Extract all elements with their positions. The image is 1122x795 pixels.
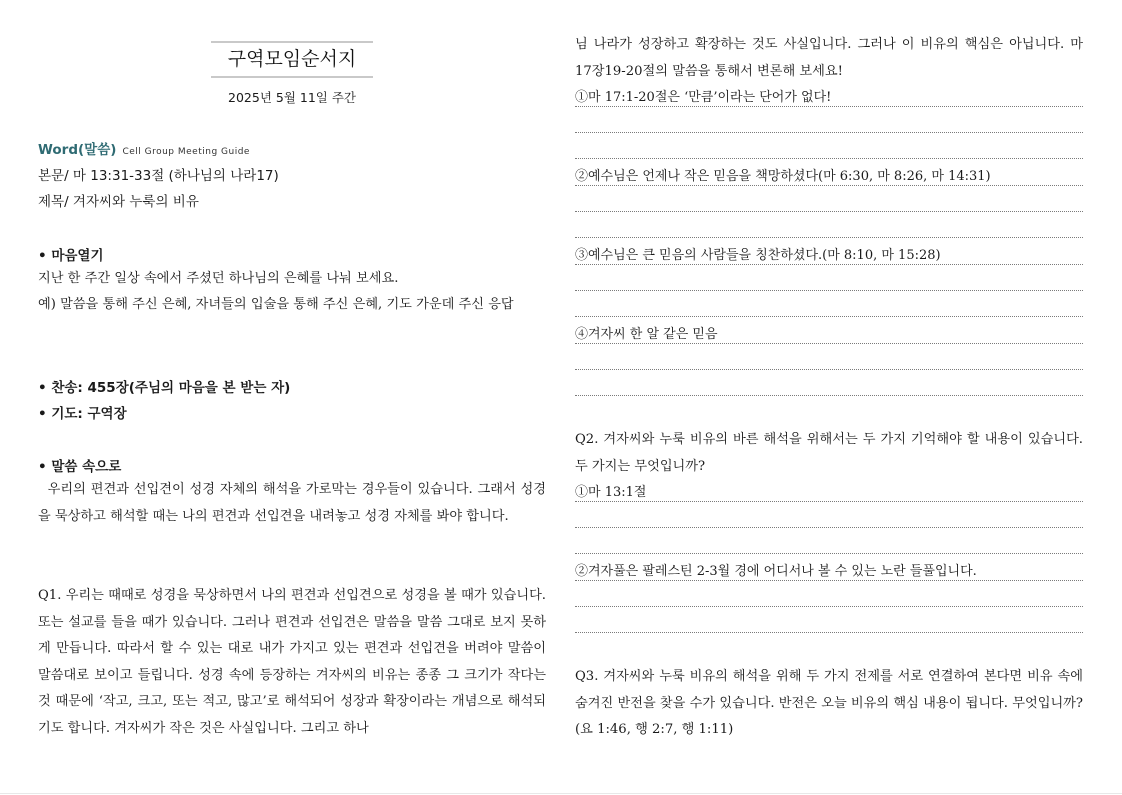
word-label: Word(말씀) [38, 142, 117, 158]
word-sublabel: Cell Group Meeting Guide [122, 147, 250, 157]
q3-text: Q3. 겨자씨와 누룩 비유의 해석을 위해 두 가지 전제를 서로 연결하여 본다면 비유 속에 숨겨진 반전을 찾을 수가 있습니다. 반전은 오늘 비유의 핵심 내용이 됩니다. 무엇입니까?(요 1:46, 행 2:7, 행 1:11) [575, 669, 1083, 737]
q1-answer-3: ③예수님은 큰 믿음의 사람들을 칭찬하셨다.(마 8:10, 마 15:28) [575, 248, 941, 263]
q2-answer-line-1 [575, 476, 1083, 502]
q2-answer-2: ②겨자풀은 팔레스틴 2-3월 경에 어디서나 볼 수 있는 노란 들풀입니다. [575, 564, 977, 579]
opening-line-2: 예) 말씀을 통해 주신 은혜, 자녀들의 입술을 통해 주신 은혜, 기도 가운데 주신 응답 [38, 297, 514, 312]
q2-text: Q2. 겨자씨와 누룩 비유의 바른 해석을 위해서는 두 가지 기억해야 할 내용이 있습니다. 두 가지는 무엇입니까? [575, 432, 1083, 474]
into-word-heading: • 말씀 속으로 [38, 459, 122, 475]
opening-line-1: 지난 한 주간 일상 속에서 주셨던 하나님의 은혜를 나눠 보세요. [38, 271, 399, 286]
blank-line [575, 212, 1083, 238]
q1-answer-line-1 [575, 81, 1083, 107]
blank-line [575, 502, 1083, 528]
opening-heading: • 마음열기 [38, 248, 104, 264]
q1-text: Q1. 우리는 때때로 성경을 묵상하면서 나의 편견과 선입견으로 성경을 볼 때가 있습니다. 또는 설교를 들을 때가 있습니다. 그러나 편견과 선입견은 말씀을 말씀 그대로 보지 못하게 만듭니다. 따라서 할 수 있는 대로 내가 가지고 있는 편견과 선입견을 버려야 말씀이 말씀대로 보이고 들립니다. 성경 속에 등장하는 겨자씨의 비유는 종종 그 크기가 작다는 것 때문에 ‘작고, 크고, 또는 적고, 많고’로 해석되어 성장과 확장이라는 개념으로 해석되기도 합니다. 겨자씨가 작은 것은 사실입니다. 그리고 하나 [38, 588, 546, 736]
sermon-subject: 제목/ 겨자씨와 누룩의 비유 [38, 194, 199, 210]
q1-answer-1: ①마 17:1-20절은 ‘만큼’이라는 단어가 없다! [575, 90, 832, 105]
blank-line [575, 344, 1083, 370]
blank-line [575, 186, 1083, 212]
blank-line [575, 133, 1083, 159]
q2-answer-1: ①마 13:1절 [575, 485, 647, 500]
week-date: 2025년 5월 11일 주간 [228, 90, 356, 105]
q1-answer-line-4 [575, 318, 1083, 344]
hymn-line: • 찬송: 455장(주님의 마음을 본 받는 자) [38, 380, 291, 396]
q1-answer-2: ②예수님은 언제나 작은 믿음을 책망하셨다(마 6:30, 마 8:26, 마 14:31) [575, 169, 991, 184]
blank-line [575, 607, 1083, 633]
prayer-line: • 기도: 구역장 [38, 406, 127, 422]
blank-line [575, 265, 1083, 291]
word-section-label [38, 138, 250, 158]
blank-line [575, 291, 1083, 317]
q1-continued: 님 나라가 성장하고 확장하는 것도 사실입니다. 그러나 이 비유의 핵심은 아닙니다. 마 17장19-20절의 말씀을 통해서 변론해 보세요! [575, 37, 1083, 79]
blank-line [575, 107, 1083, 133]
into-word-text: 우리의 편견과 선입견이 성경 자체의 해석을 가로막는 경우들이 있습니다. 그래서 성경을 묵상하고 해석할 때는 나의 편견과 선입견을 내려놓고 성경 자체를 봐야 합니다. [38, 482, 546, 524]
blank-line [575, 370, 1083, 396]
q2-answer-line-2 [575, 555, 1083, 581]
blank-line [575, 528, 1083, 554]
scripture-passage: 본문/ 마 13:31-33절 (하나님의 나라17) [38, 168, 279, 184]
q1-answer-line-2 [575, 160, 1083, 186]
blank-line [575, 581, 1083, 607]
q1-answer-line-3 [575, 239, 1083, 265]
page-title: 구역모임순서지 [211, 41, 373, 78]
page-bottom-divider [0, 793, 1122, 794]
q1-answer-4: ④겨자씨 한 알 같은 믿음 [575, 327, 718, 342]
